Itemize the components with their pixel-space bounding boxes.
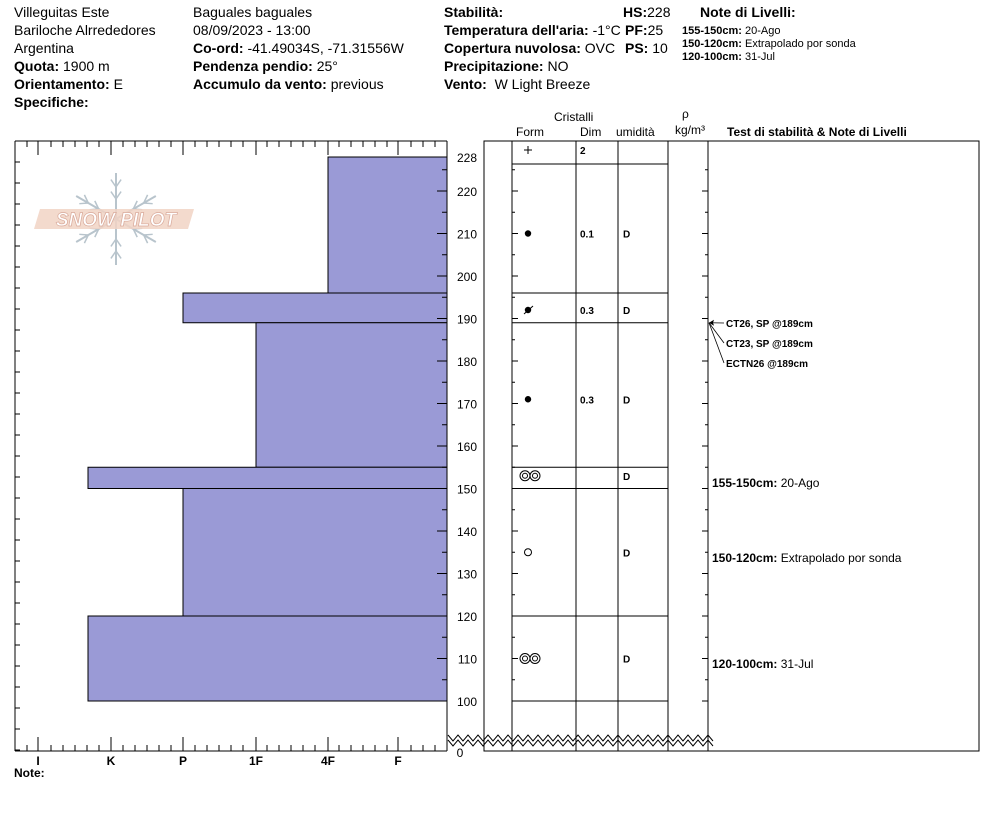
observer-name: Baguales baguales — [193, 4, 313, 20]
specifics-label: Specifiche: — [14, 94, 89, 110]
depth-tick-label: 220 — [456, 185, 477, 199]
depth-tick-label: 200 — [456, 270, 477, 284]
depth-tick-label: 228 — [456, 151, 477, 165]
wind-value: W Light Breeze — [494, 76, 591, 92]
grain-form-bullet-icon — [525, 230, 531, 236]
form-header: Form — [516, 125, 544, 139]
depth-tick-label: 120 — [456, 610, 477, 624]
layer-note-2-range: 150-120cm: — [682, 38, 742, 50]
snowflake-branch — [79, 203, 88, 204]
crystals-header: Cristalli — [554, 110, 594, 124]
side-layer-note: 120-100cm: 31-Jul — [712, 657, 814, 671]
layer-note-3-text: 31-Jul — [745, 51, 775, 63]
layer-note-2-text: Extrapolado por sonda — [745, 38, 856, 50]
grain-form-double-circle-icon — [520, 471, 530, 481]
ps-label: PS: — [625, 40, 649, 56]
snowflake-branch — [79, 234, 88, 235]
pf-value: 25 — [647, 22, 664, 38]
cloud-cover-label: Copertura nuvolosa: — [444, 40, 581, 56]
size-header: Dim — [580, 125, 602, 139]
hardness-tick-label: K — [106, 754, 116, 768]
ps-value: 10 — [652, 40, 668, 56]
density-symbol: ρ — [682, 107, 689, 121]
hardness-tick-label: 1F — [248, 754, 264, 768]
precipitation-label: Precipitazione: — [444, 58, 544, 74]
grain-size-value: 2 — [580, 146, 586, 157]
hardness-tick-label: P — [178, 754, 188, 768]
hardness-bar — [328, 157, 447, 293]
aspect-value: E — [113, 76, 123, 92]
depth-tick-label: 110 — [457, 652, 477, 667]
note-label: Note: — [14, 766, 45, 780]
grain-form-circle-icon — [525, 549, 532, 556]
moisture-value: D — [623, 395, 631, 407]
depth-tick-label: 150 — [456, 482, 477, 497]
grain-form-double-circle-icon — [520, 654, 530, 664]
depth-tick-label: 170 — [456, 397, 477, 412]
pf-label: PF: — [625, 22, 648, 38]
grain-size-value: 0.3 — [580, 395, 594, 407]
grain-form-double-circle-icon — [523, 473, 528, 478]
hardness-tick-label: I — [36, 754, 40, 768]
stability-test-label: ECTN26 @189cm — [726, 359, 809, 370]
wind-loading-label: Accumulo da vento: — [193, 76, 327, 92]
moisture-value: D — [623, 306, 631, 317]
air-temperature-label: Temperatura dell'aria: — [444, 22, 589, 38]
observation-datetime: 08/09/2023 - 13:00 — [193, 22, 311, 38]
slope-value: 25° — [316, 58, 338, 74]
precipitation-value: NO — [547, 58, 569, 74]
cloud-cover-value: OVC — [584, 40, 616, 56]
grain-form-double-circle-icon — [530, 654, 540, 664]
stability-test-label: CT23, SP @189cm — [726, 339, 813, 350]
moisture-value: D — [623, 471, 631, 483]
hardness-bar — [88, 467, 447, 488]
hardness-bar — [256, 323, 447, 468]
moisture-value: D — [623, 548, 631, 560]
grain-form-bullet-icon — [525, 396, 531, 402]
depth-tick-label: 210 — [456, 227, 477, 242]
depth-tick-label: 100 — [456, 695, 477, 709]
coordinates-label: Co-ord: — [193, 40, 244, 56]
moisture-value: D — [623, 229, 631, 241]
stability-test-label: CT26, SP @189cm — [726, 319, 813, 330]
stability-test-pointer — [709, 323, 724, 343]
side-layer-note: 150-120cm: Extrapolado por sonda — [712, 551, 902, 565]
depth-tick-label: 130 — [456, 567, 477, 582]
hardness-bar — [183, 489, 447, 617]
elevation-label: Quota: — [14, 58, 60, 74]
depth-tick-label: 160 — [456, 440, 477, 454]
layer-note-1-text: 20-Ago — [745, 25, 781, 37]
depth-tick-label: 190 — [456, 312, 477, 327]
layer-notes-title: Note di Livelli: — [700, 4, 796, 20]
snow-pilot-logo — [34, 173, 194, 265]
depth-tick-label: 180 — [456, 355, 477, 369]
density-unit: kg/m³ — [675, 123, 705, 137]
wind-label: Vento: — [444, 76, 487, 92]
side-layer-note: 155-150cm: 20-Ago — [712, 476, 820, 490]
air-temperature-value: -1°C — [592, 22, 621, 38]
coordinates-value: -41.49034S, -71.31556W — [247, 40, 404, 56]
hs-value: 228 — [647, 4, 671, 20]
hardness-tick-label: F — [394, 754, 402, 768]
grain-size-value: 0.3 — [580, 306, 594, 317]
location-line-3: Argentina — [14, 40, 74, 56]
grain-form-double-circle-icon — [530, 471, 540, 481]
slope-label: Pendenza pendio: — [193, 58, 313, 74]
wind-loading-value: previous — [330, 76, 384, 92]
depth-bottom-label: 0 — [456, 746, 464, 760]
moisture-value: D — [623, 654, 631, 666]
hs-label: HS: — [623, 4, 648, 20]
grain-form-double-circle-icon — [533, 473, 538, 478]
aspect-label: Orientamento: — [14, 76, 110, 92]
hardness-tick-label: 4F — [320, 754, 336, 768]
depth-tick-label: 140 — [456, 525, 477, 539]
snowflake-branch — [144, 203, 153, 204]
location-line-1: Villeguitas Este — [14, 4, 110, 20]
elevation-value: 1900 m — [63, 58, 110, 74]
location-line-2: Bariloche Alrrededores — [14, 22, 156, 38]
grain-form-double-circle-icon — [533, 656, 538, 661]
hardness-bar — [88, 616, 447, 701]
snowflake-branch — [144, 234, 153, 235]
stability-header: Test di stabilità & Note di Livelli — [727, 125, 907, 139]
layer-note-3-range: 120-100cm: — [682, 51, 742, 63]
grain-form-double-circle-icon — [523, 656, 528, 661]
stability-test-pointer — [709, 323, 724, 363]
layer-note-1-range: 155-150cm: — [682, 25, 742, 37]
moisture-header: umidità — [616, 125, 655, 139]
stability-label: Stabilità: — [444, 4, 504, 20]
hardness-bar — [183, 293, 447, 323]
logo-text: SNOW PILOT — [55, 210, 177, 231]
grain-size-value: 0.1 — [580, 229, 594, 241]
